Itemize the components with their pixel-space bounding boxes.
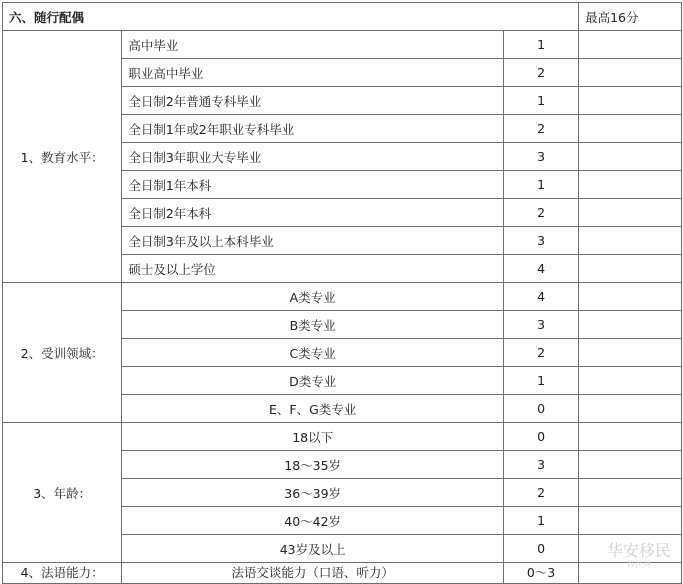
points-value: 3 (503, 451, 578, 479)
max-cell (579, 311, 682, 339)
section-title: 六、随行配偶 (3, 3, 579, 31)
max-cell (579, 283, 682, 311)
points-value: 2 (503, 479, 578, 507)
item-label: 36～39岁 (122, 479, 504, 507)
item-label: 硕士及以上学位 (122, 255, 504, 283)
item-label: D类专业 (122, 367, 504, 395)
max-cell (579, 255, 682, 283)
points-value: 4 (503, 283, 578, 311)
points-value: 2 (503, 115, 578, 143)
item-label: E、F、G类专业 (122, 395, 504, 423)
points-value: 0～3 (503, 563, 578, 584)
max-cell (579, 227, 682, 255)
points-value: 4 (503, 255, 578, 283)
points-value: 1 (503, 87, 578, 115)
item-label: 全日制1年或2年职业专科毕业 (122, 115, 504, 143)
item-label: 高中毕业 (122, 31, 504, 59)
item-label: 43岁及以上 (122, 535, 504, 563)
points-value: 1 (503, 171, 578, 199)
max-cell (579, 479, 682, 507)
points-value: 1 (503, 507, 578, 535)
points-value: 0 (503, 395, 578, 423)
points-value: 2 (503, 199, 578, 227)
watermark-subtext: 移民网 (627, 560, 651, 569)
item-label: 全日制1年本科 (122, 171, 504, 199)
max-cell (579, 423, 682, 451)
max-cell (579, 171, 682, 199)
max-cell (579, 31, 682, 59)
item-label: 18～35岁 (122, 451, 504, 479)
points-value: 3 (503, 143, 578, 171)
points-value: 1 (503, 31, 578, 59)
watermark-logo (603, 542, 675, 582)
max-cell (579, 339, 682, 367)
points-value: 2 (503, 339, 578, 367)
max-cell (579, 199, 682, 227)
item-label: C类专业 (122, 339, 504, 367)
max-cell (579, 451, 682, 479)
watermark-text: 华安移民 (606, 541, 671, 560)
table-row (3, 31, 682, 59)
item-label: 职业高中毕业 (122, 59, 504, 87)
points-value: 0 (503, 423, 578, 451)
item-label: 法语交谈能力（口语、听力） (122, 563, 504, 584)
max-points-label: 最高16分 (579, 3, 682, 31)
points-value: 0 (503, 535, 578, 563)
scoring-table (2, 2, 682, 584)
points-value: 3 (503, 227, 578, 255)
max-cell (579, 395, 682, 423)
item-label: 全日制2年普通专科毕业 (122, 87, 504, 115)
category-education: 1、教育水平： (3, 31, 122, 283)
points-value: 1 (503, 367, 578, 395)
max-cell (579, 507, 682, 535)
table-row (3, 423, 682, 451)
max-cell (579, 367, 682, 395)
item-label: A类专业 (122, 283, 504, 311)
table-row (3, 283, 682, 311)
item-label: 全日制3年职业大专毕业 (122, 143, 504, 171)
item-label: 全日制3年及以上本科毕业 (122, 227, 504, 255)
max-cell (579, 87, 682, 115)
item-label: 40～42岁 (122, 507, 504, 535)
category-training: 2、受训领域： (3, 283, 122, 423)
max-cell (579, 59, 682, 87)
table-row (3, 563, 682, 584)
points-value: 3 (503, 311, 578, 339)
max-cell (579, 115, 682, 143)
max-cell (579, 143, 682, 171)
section-header-row (3, 3, 682, 31)
item-label: 18以下 (122, 423, 504, 451)
category-age: 3、年龄： (3, 423, 122, 563)
points-value: 2 (503, 59, 578, 87)
item-label: B类专业 (122, 311, 504, 339)
category-french: 4、法语能力： (3, 563, 122, 584)
item-label: 全日制2年本科 (122, 199, 504, 227)
